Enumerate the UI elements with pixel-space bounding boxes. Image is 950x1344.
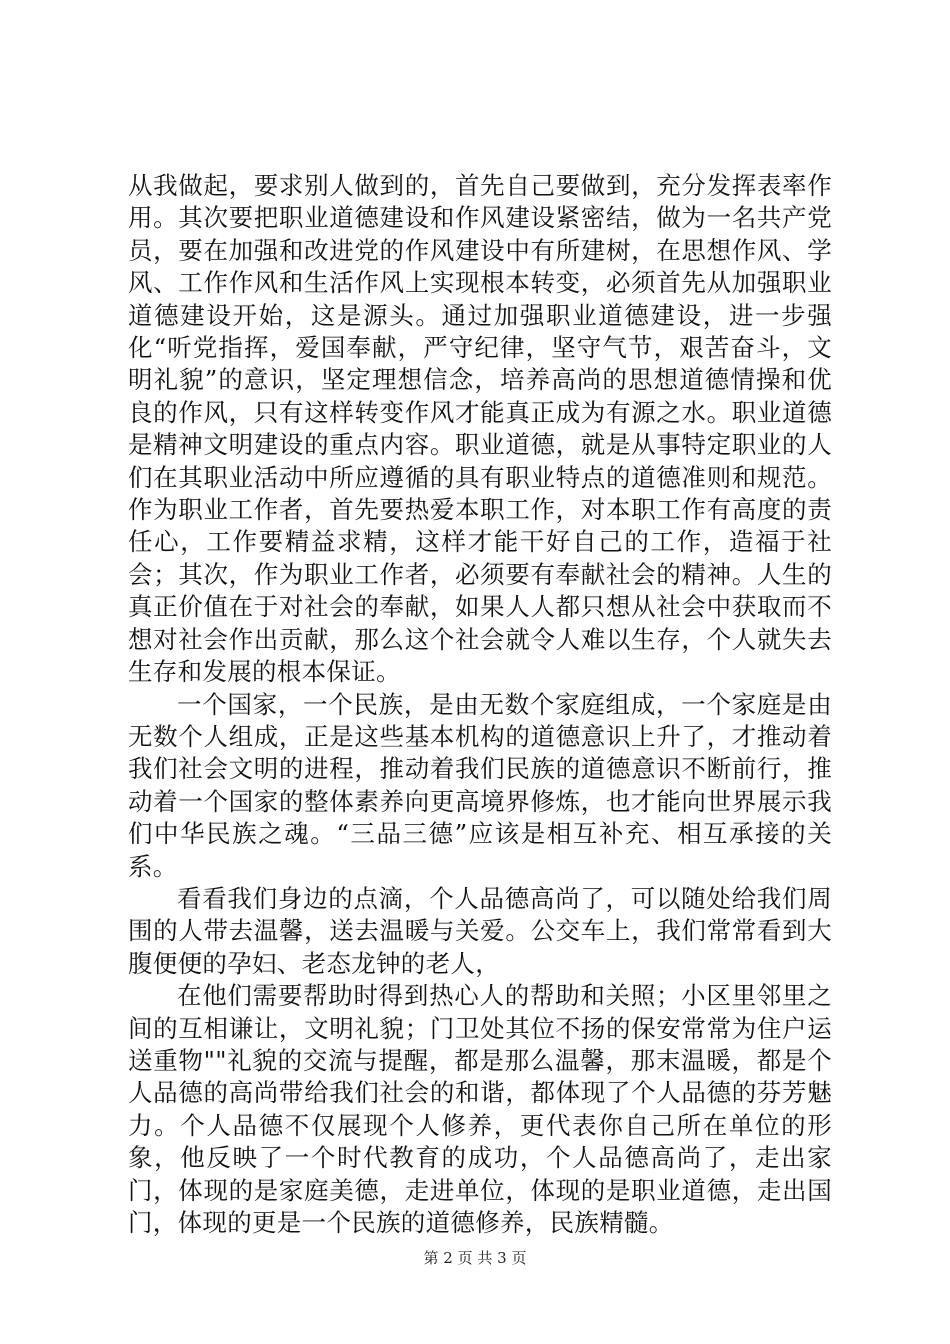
paragraph-2: 一个国家，一个民族，是由无数个家庭组成，一个家庭是由无数个人组成，正是这些基本机构的道德意识上升了，才推动着我们社会文明的进程，推动着我们民族的道德意识不断前行，推动着一个国家的整体素养向更高境界修炼，也才能向世界展示我们中华民族之魂。“三品三德”应该是相互补充、相互承接的关系。 [128,689,832,881]
document-body [128,170,832,1239]
paragraph-4: 在他们需要帮助时得到热心人的帮助和关照；小区里邻里之间的互相谦让，文明礼貌；门卫处其位不扬的保安常常为住户运送重物""礼貌的交流与提醒，都是那么温馨，那末温暖，都是个人品德的高尚带给我们社会的和谐，都体现了个人品德的芬芳魅力。个人品德不仅展现个人修养，更代表你自己所在单位的形象，他反映了一个时代教育的成功，个人品德高尚了，走出家门，体现的是家庭美德，走进单位，体现的是职业道德，走出国门，体现的更是一个民族的道德修养，民族精髓。 [128,981,832,1237]
paragraph-3: 看看我们身边的点滴，个人品德高尚了，可以随处给我们周围的人带去温馨，送去温暖与关爱。公交车上，我们常常看到大腹便便的孕妇、老态龙钟的老人， [128,883,832,978]
page-number-footer: 第 2 页 共 3 页 [423,1249,527,1267]
paragraph-1: 从我做起，要求别人做到的，首先自己要做到，充分发挥表率作用。其次要把职业道德建设和作风建设紧密结，做为一名共产党员，要在加强和改进党的作风建设中有所建树，在思想作风、学风、工作作风和生活作风上实现根本转变，必须首先从加强职业道德建设开始，这是源头。通过加强职业道德建设，进一步强化“听党指挥，爱国奉献，严守纪律，坚守气节，艰苦奋斗，文明礼貌”的意识，坚定理想信念，培养高尚的思想道德情操和优良的作风，只有这样转变作风才能真正成为有源之水。职业道德是精神文明建设的重点内容。职业道德，就是从事特定职业的人们在其职业活动中所应遵循的具有职业特点的道德准则和规范。作为职业工作者，首先要热爱本职工作，对本职工作有高度的责任心，工作要精益求精，这样才能干好自己的工作，造福于社会；其次，作为职业工作者，必须要有奉献社会的精神。人生的真正价值在于对社会的奉献，如果人人都只想从社会中获取而不想对社会作出贡献，那么这个社会就令人难以生存，个人就失去生存和发展的根本保证。 [128,171,833,687]
